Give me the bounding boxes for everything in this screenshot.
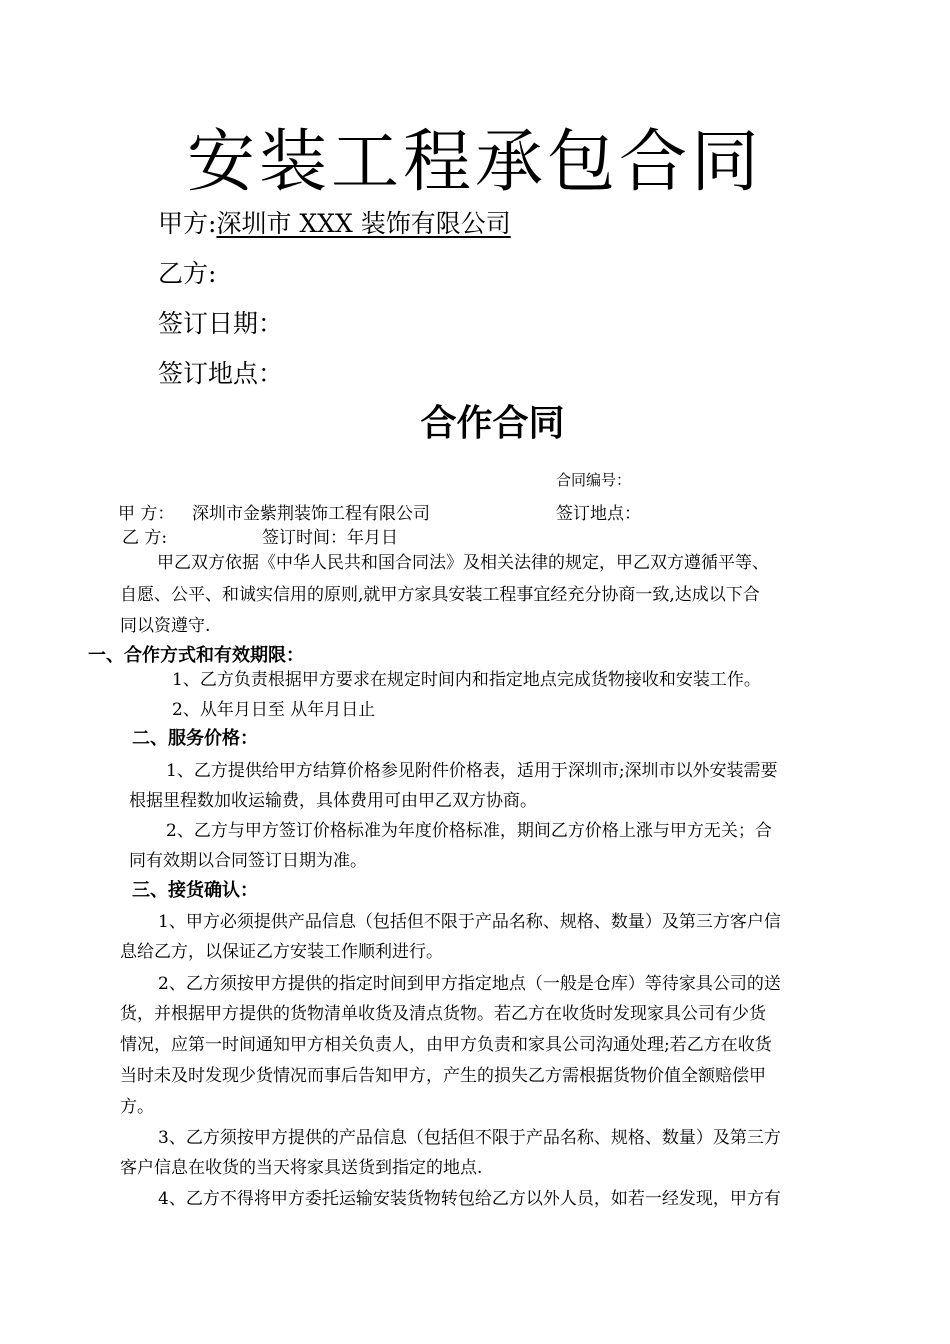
intro-line: 同以资遵守. bbox=[120, 616, 211, 636]
section-2-item-1-line: 根据里程数加收运输费，具体费用可由甲乙双方协商。 bbox=[129, 791, 537, 811]
contract-title: 合作合同 bbox=[420, 402, 565, 444]
intro-line: 自愿、公平、和诚实信用的原则,就甲方家具安装工程事宜经充分协商一致,达成以下合 bbox=[120, 585, 760, 605]
section-2-item-2-line: 2、乙方与甲方签订价格标准为年度价格标准，期间乙方价格上涨与甲方无关；合 bbox=[166, 821, 772, 841]
section-1-item-1: 1、乙方负责根据甲方要求在规定时间内和指定地点完成货物接收和安装工作。 bbox=[172, 670, 761, 690]
cover-sign-date-label: 签订日期： bbox=[158, 309, 284, 338]
section-3-item-2-line: 当时未及时发现少货情况而事后告知甲方，产生的损失乙方需根据货物价值全额赔偿甲 bbox=[120, 1066, 766, 1086]
cover-party-a bbox=[158, 206, 511, 242]
section-3-item-4-line: 4、乙方不得将甲方委托运输安装货物转包给乙方以外人员，如若一经发现，甲方有 bbox=[158, 1189, 781, 1209]
cover-party-b-label: 乙方: bbox=[158, 259, 217, 288]
section-3-item-1-line: 1、甲方必须提供产品信息（包括但不限于产品名称、规格、数量）及第三方客户信 bbox=[158, 912, 781, 932]
section-2-item-1-line: 1、乙方提供给甲方结算价格参见附件价格表，适用于深圳市;深圳市以外安装需要 bbox=[166, 761, 778, 781]
section-3-item-3-line: 3、乙方须按甲方提供的产品信息（包括但不限于产品名称、规格、数量）及第三方 bbox=[158, 1128, 781, 1148]
contract-party-a-label: 甲 方： bbox=[118, 504, 175, 524]
intro-line: 甲乙双方依据《中华人民共和国合同法》及相关法律的规定，甲乙双方遵循平等、 bbox=[157, 553, 769, 573]
section-3-item-2-line: 货，并根据甲方提供的货物清单收货及清点货物。若乙方在收货时发现家具公司有少货 bbox=[120, 1004, 766, 1024]
cover-title: 安装工程承包合同 bbox=[186, 123, 763, 202]
section-3-item-2-line: 方。 bbox=[120, 1097, 154, 1117]
section-3-item-2-line: 2、乙方须按甲方提供的指定时间到甲方指定地点（一般是仓库）等待家具公司的送 bbox=[158, 974, 781, 994]
cover-sign-place-label: 签订地点： bbox=[158, 359, 284, 388]
section-3-item-3-line: 客户信息在收货的当天将家具送货到指定的地点. bbox=[120, 1158, 483, 1178]
contract-sign-time-label: 签订时间：年月日 bbox=[262, 528, 398, 548]
section-heading-3: 三、接货确认： bbox=[132, 880, 258, 901]
section-heading-2: 二、服务价格： bbox=[132, 728, 258, 749]
section-2-item-2-line: 同有效期以合同签订日期为准。 bbox=[129, 851, 367, 871]
contract-number-label: 合同编号： bbox=[556, 471, 632, 489]
section-heading-1: 一、合作方式和有效期限： bbox=[88, 645, 304, 666]
cover-party-a-label: 甲方: bbox=[158, 209, 217, 238]
contract-party-b-label: 乙 方: bbox=[122, 528, 168, 548]
contract-party-a-value: 深圳市金紫荆装饰工程有限公司 bbox=[192, 504, 430, 524]
section-3-item-1-line: 息给乙方，以保证乙方安装工作顺利进行。 bbox=[120, 942, 443, 962]
cover-party-a-value: 深圳市 XXX 装饰有限公司 bbox=[216, 209, 511, 238]
contract-sign-place-label: 签订地点： bbox=[556, 504, 641, 524]
section-1-item-2: 2、从年月日至 从年月日止 bbox=[172, 700, 376, 720]
section-3-item-2-line: 情况，应第一时间通知甲方相关负责人，由甲方负责和家具公司沟通处理;若乙方在收货 bbox=[120, 1035, 772, 1055]
